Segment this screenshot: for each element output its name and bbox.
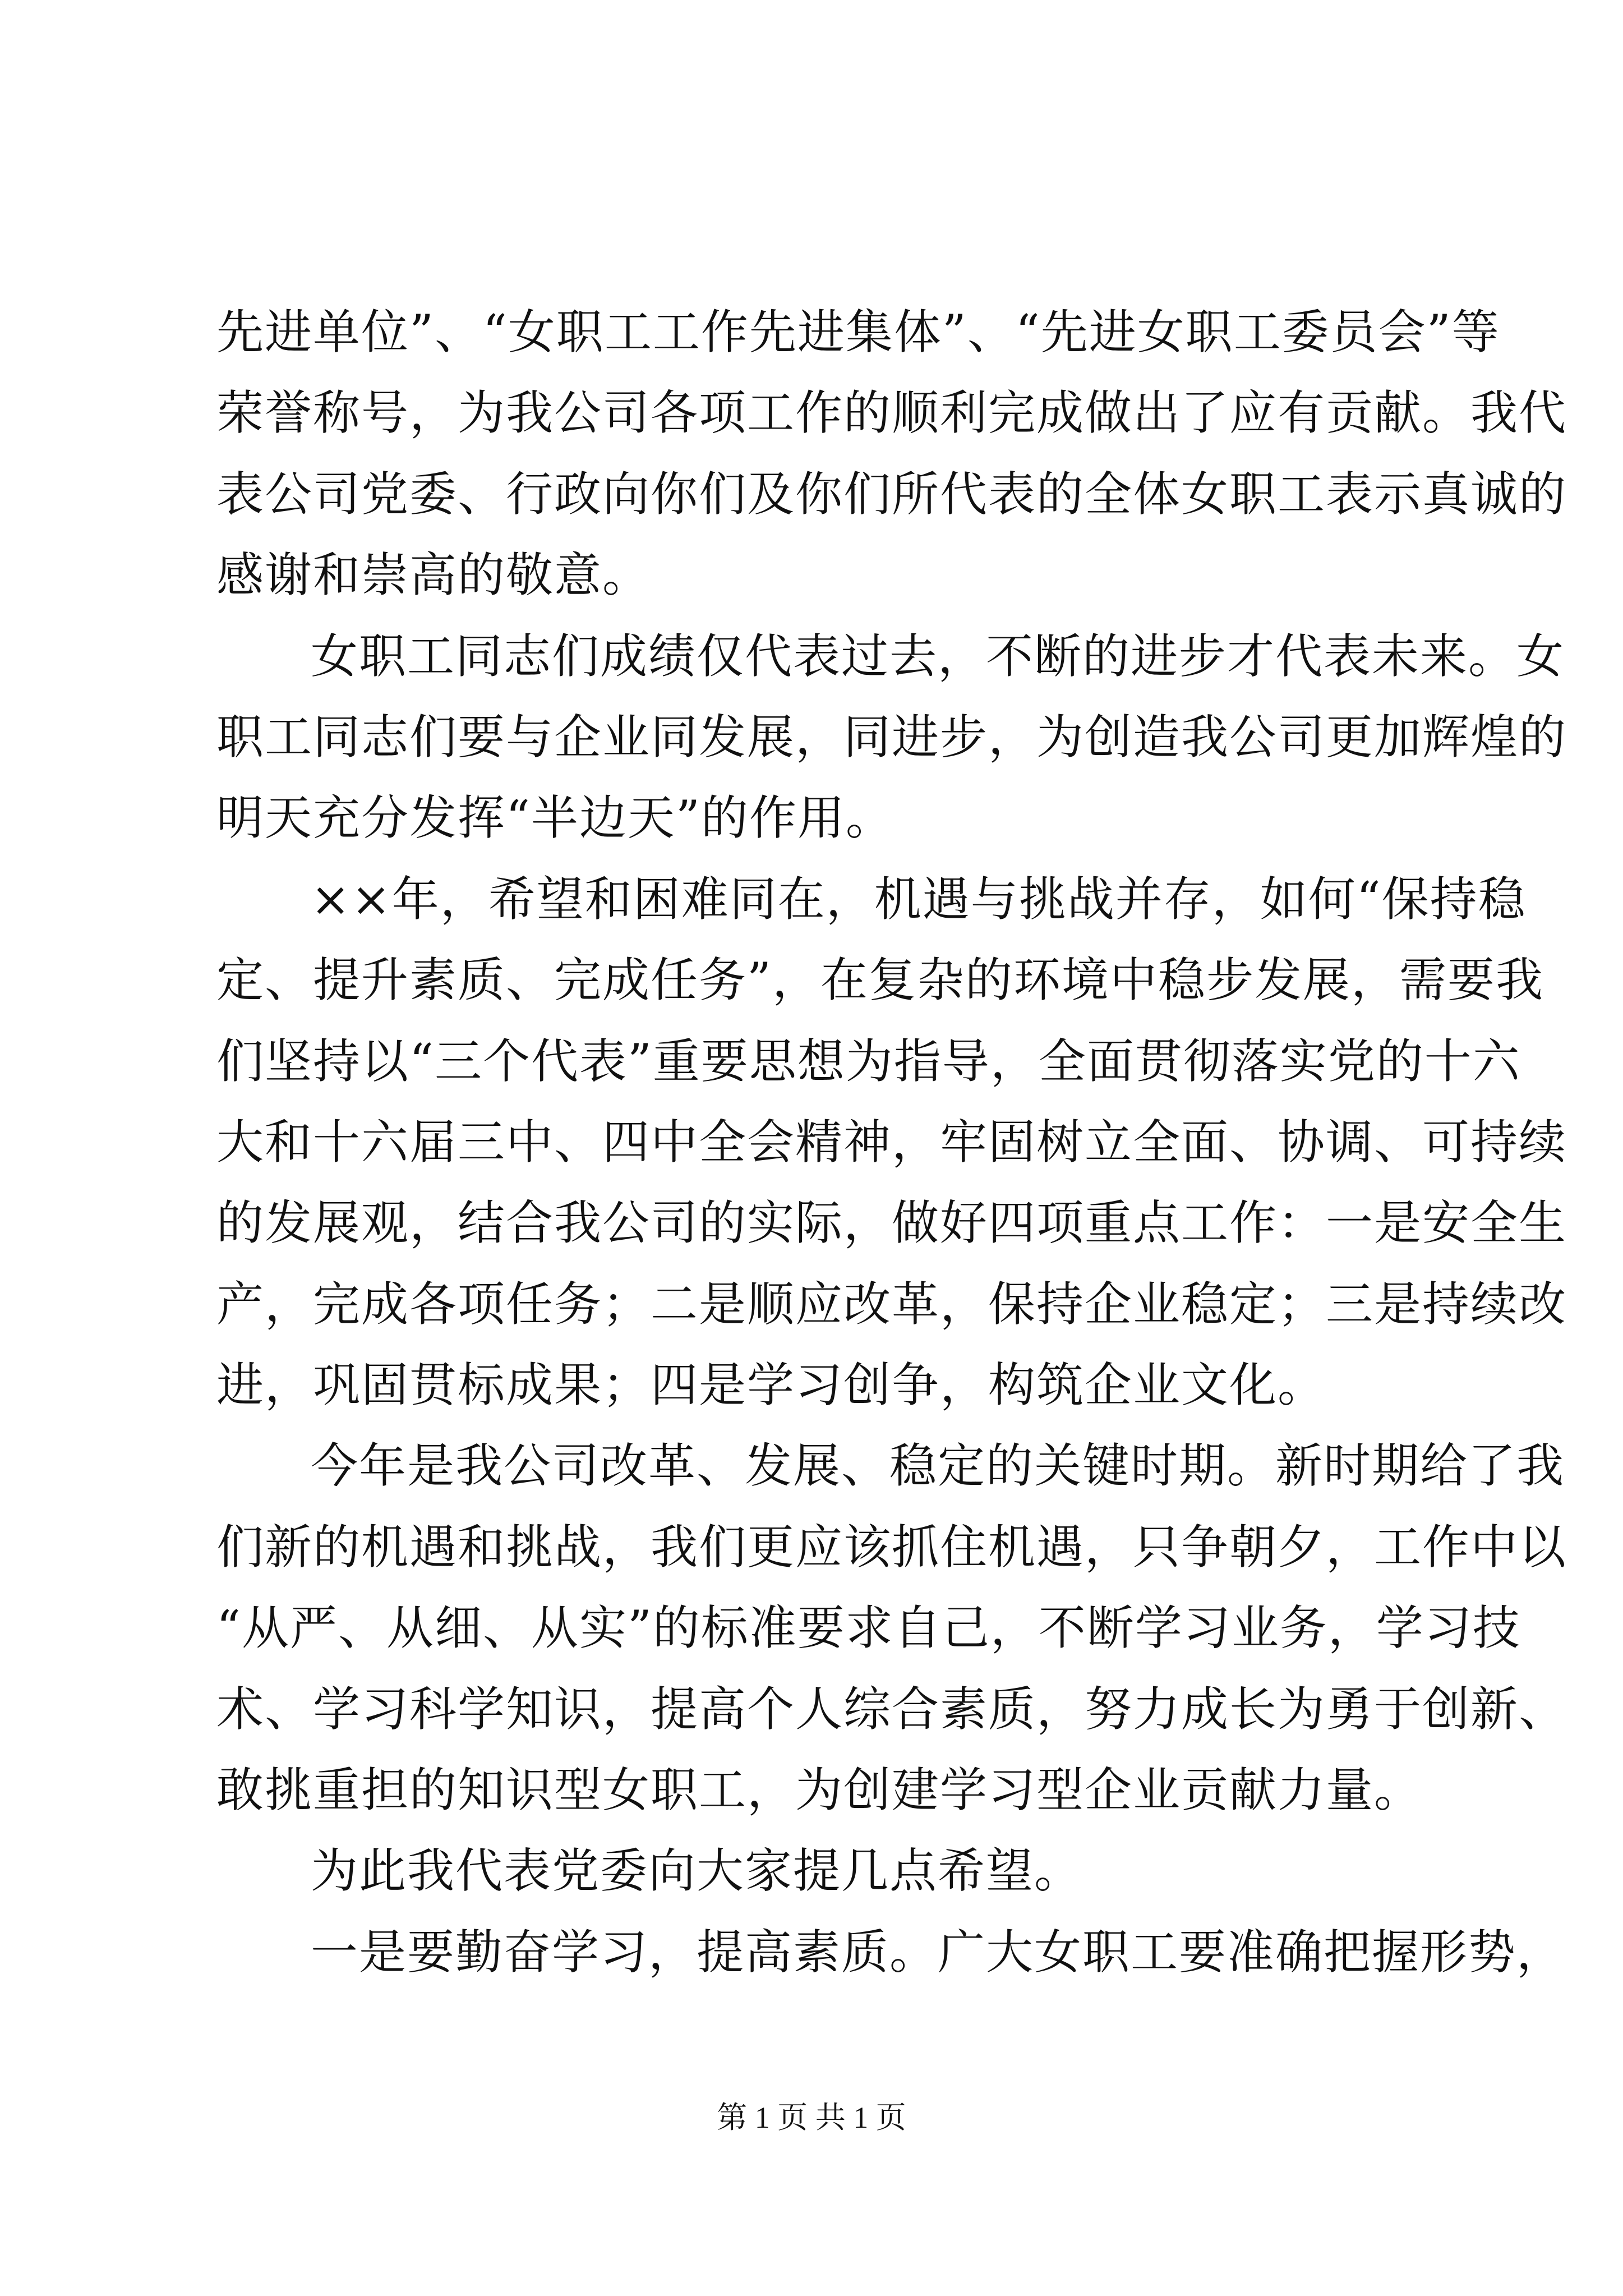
- text-line: 今年是我公司改革、发展、稳定的关键时期。新时期给了我: [311, 1438, 1565, 1494]
- text-line: ××年，希望和困难同在，机遇与挑战并存，如何“保持稳: [311, 871, 1527, 927]
- text-line: 的发展观，结合我公司的实际，做好四项重点工作：一是安全生: [216, 1195, 1567, 1251]
- text-line: 荣誉称号，为我公司各项工作的顺利完成做出了应有贡献。我代: [216, 385, 1567, 441]
- text-line: 感谢和崇高的敬意。: [216, 547, 651, 603]
- text-line: 大和十六届三中、四中全会精神，牢固树立全面、协调、可持续: [216, 1114, 1567, 1170]
- text-line: 术、学习科学知识，提高个人综合素质，努力成长为勇于创新、: [216, 1681, 1567, 1737]
- text-line: 女职工同志们成绩仅代表过去，不断的进步才代表未来。女: [311, 628, 1565, 684]
- text-line: 们坚持以“三个代表”重要思想为指导，全面贯彻落实党的十六: [216, 1033, 1521, 1089]
- text-line: 职工同志们要与企业同发展，同进步，为创造我公司更加辉煌的: [216, 709, 1567, 765]
- text-line: 先进单位”、“女职工工作先进集体”、“先进女职工委员会”等: [216, 305, 1500, 360]
- text-line: 产，完成各项任务；二是顺应改革，保持企业稳定；三是持续改: [216, 1276, 1567, 1332]
- text-line: 一是要勤奋学习，提高素质。广大女职工要准确把握形势，: [311, 1924, 1565, 1980]
- text-line: 们新的机遇和挑战，我们更应该抓住机遇，只争朝夕，工作中以: [216, 1519, 1567, 1575]
- text-line: “从严、从细、从实”的标准要求自己，不断学习业务，学习技: [216, 1600, 1521, 1656]
- text-line: 敢挑重担的知识型女职工，为创建学习型企业贡献力量。: [216, 1763, 1423, 1818]
- text-line: 为此我代表党委向大家提几点希望。: [311, 1843, 1083, 1899]
- text-line: 定、提升素质、完成任务”，在复杂的环境中稳步发展，需要我: [216, 953, 1544, 1008]
- page-footer: 第 1 页 共 1 页: [717, 2101, 906, 2134]
- text-line: 明天充分发挥“半边天”的作用。: [216, 790, 894, 846]
- document-body: [216, 292, 1567, 1993]
- text-line: 表公司党委、行政向你们及你们所代表的全体女职工表示真诚的: [216, 466, 1567, 522]
- text-line: 进，巩固贯标成果；四是学习创争，构筑企业文化。: [216, 1358, 1326, 1413]
